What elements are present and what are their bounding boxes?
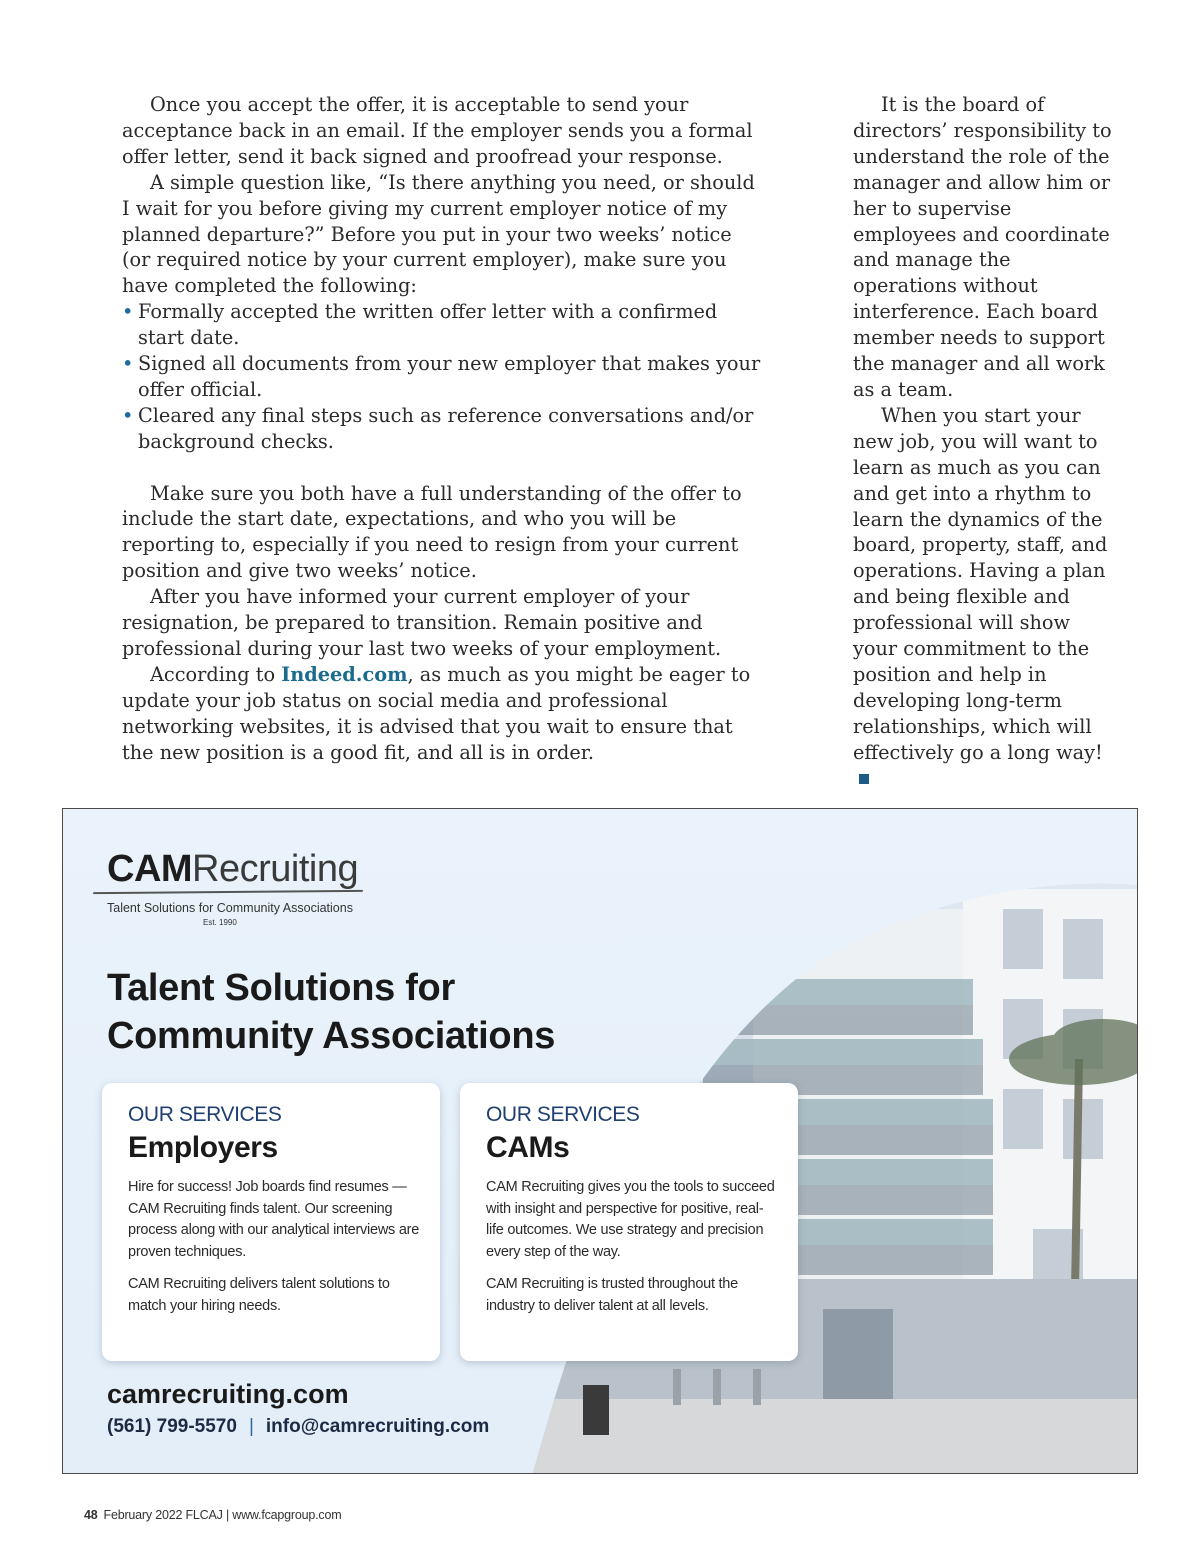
card-paragraph: CAM Recruiting is trusted throughout the industry to deliver talent at all levels. xyxy=(486,1276,738,1314)
card-paragraph: CAM Recruiting delivers talent solutions to match your hiring needs. xyxy=(128,1276,390,1314)
phone-number[interactable]: (561) 799-5570 xyxy=(107,1416,237,1437)
indeed-link[interactable]: Indeed.com xyxy=(281,662,408,686)
ad-headline-line: Talent Solutions for xyxy=(107,967,455,1009)
page-number: 48 xyxy=(84,1508,98,1522)
paragraph: Once you accept the offer, it is acceptable to send your acceptance back in an email. If the employer sends you a formal offer letter, send it back signed and proofread your response. xyxy=(122,93,753,168)
paragraph xyxy=(853,403,1115,792)
ad-headline xyxy=(107,964,555,1060)
logo-established: Est. 1990 xyxy=(203,918,237,927)
footer-text: February 2022 FLCAJ | www.fcapgroup.com xyxy=(103,1508,342,1522)
cam-recruiting-logo xyxy=(107,847,358,927)
cams-card xyxy=(460,1083,798,1361)
card-title: Employers xyxy=(128,1131,278,1164)
card-paragraph: CAM Recruiting gives you the tools to succeed with insight and perspective for positive, real-life outcomes. We use strategy and precision every step of the way. xyxy=(486,1179,775,1260)
paragraph-text: When you start your new job, you will want to learn as much as you can and get into a rhythm to learn the dynamics of the board, property, staff, and operations. Having a plan and being flexible and professional will show your commitment to the position and help in developing long-term relationships, which will effectively go a long way! xyxy=(853,403,1108,764)
paragraph: A simple question like, “Is there anything you need, or should I wait for you before giving my current employer notice of my planned departure?” Before you put in your two weeks’ notice (or required notice by your current employer), make sure you have completed the following: xyxy=(122,170,755,298)
paragraph: Make sure you both have a full understanding of the offer to include the start date, expectations, and who you will be reporting to, especially if you need to resign from your current position and give two weeks’ notice. xyxy=(122,481,742,583)
page-footer xyxy=(84,1508,341,1522)
card-body xyxy=(128,1177,420,1317)
checklist xyxy=(122,299,762,454)
logo-bold: CAM xyxy=(107,848,193,890)
contact-line xyxy=(107,1416,489,1438)
card-kicker: OUR SERVICES xyxy=(486,1103,640,1126)
paragraph: It is the board of directors’ responsibility to understand the role of the manager and allow him or her to supervise employees and coordinate and manage the operations without interference. Each board member needs to support the manager and all work as a team. xyxy=(853,93,1112,401)
cam-recruiting-ad[interactable] xyxy=(62,808,1138,1474)
paragraph-text: According to xyxy=(150,662,282,686)
paragraph: After you have informed your current employer of your resignation, be prepared to transition. Remain positive and professional during your last two weeks of your employment. xyxy=(122,585,722,661)
paragraph-spacer xyxy=(122,455,762,481)
card-kicker: OUR SERVICES xyxy=(128,1103,282,1126)
article-left-column xyxy=(122,92,762,766)
contact-separator: | xyxy=(248,1416,254,1437)
website-link[interactable]: camrecruiting.com xyxy=(107,1379,349,1409)
list-item: • Cleared any final steps such as reference conversations and/or background checks. xyxy=(122,403,762,455)
employers-card xyxy=(102,1083,440,1361)
paragraph-text: , as much as you might be eager to update your job status on social media and professional networking websites, it is advised that you wait to ensure that the new position is a good fit, and all is in order. xyxy=(122,662,751,764)
ad-headline-line: Community Associations xyxy=(107,1015,556,1057)
list-item: • Signed all documents from your new employer that makes your offer official. xyxy=(122,351,762,403)
article-right-column xyxy=(853,92,1115,791)
email-link[interactable]: info@camrecruiting.com xyxy=(265,1416,490,1437)
logo-wordmark xyxy=(107,847,358,891)
card-body xyxy=(486,1177,778,1317)
card-paragraph: Hire for success! Job boards find resumes — CAM Recruiting finds talent. Our screening process along with our analytical interviews are proven techniques. xyxy=(128,1179,420,1260)
card-title: CAMs xyxy=(486,1131,570,1164)
list-item: • Formally accepted the written offer letter with a confirmed start date. xyxy=(122,299,762,351)
end-of-article-icon xyxy=(859,774,869,784)
logo-tagline: Talent Solutions for Community Associations xyxy=(107,901,353,915)
paragraph xyxy=(122,662,762,766)
logo-light: Recruiting xyxy=(192,848,359,890)
